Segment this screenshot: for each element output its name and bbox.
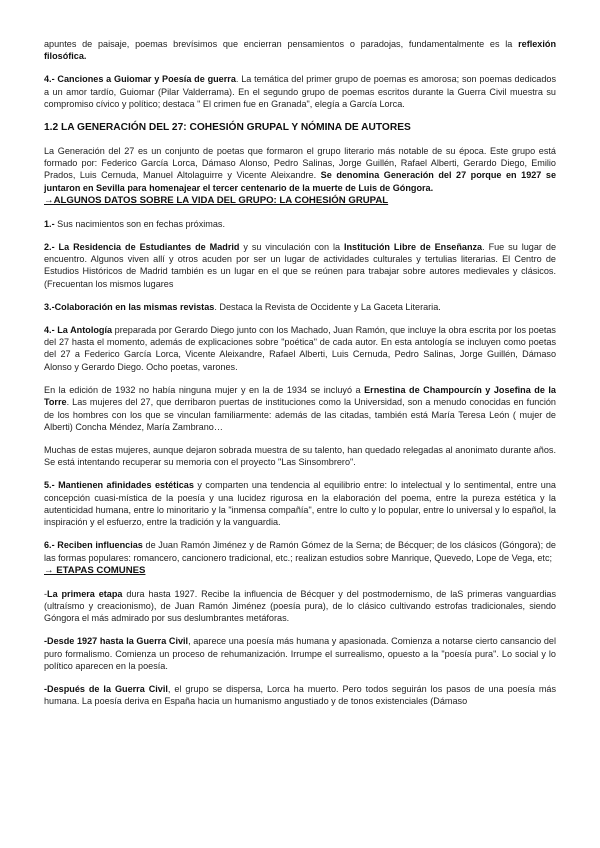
text: apuntes de paisaje, poemas brevísimos que encierran pensamientos o paradojas, fundamentalmente es la — [44, 39, 519, 49]
text: Sus nacimientos son en fechas próximas. — [54, 218, 225, 229]
text: , aparece una poesía más humana y apasionada. Comienza a notarse cierto cansancio del puro formalismo. Comienza un proceso de rehumanización. Irrumpe el surrealismo, opuesto a la "poesía pura". Lo social y lo político aparecen en la poesía. — [44, 636, 556, 672]
text: , el grupo se dispersa, Lorca ha muerto. Pero todos seguirán los pasos de una poesía más humana. La poesía deriva en España hacia un humanismo angustiado y de tonos existenciales (Dámaso — [44, 684, 557, 707]
heading-generacion-27: 1.2 LA GENERACIÓN DEL 27: COHESIÓN GRUPAL Y NÓMINA DE AUTORES — [44, 122, 411, 134]
paragraph-dato-6 — [44, 539, 556, 564]
paragraph-etapa-1 — [44, 588, 556, 625]
text: . Destaca la Revista de Occidente y La Gaceta Literaria. — [214, 301, 441, 312]
paragraph-dato-3 — [44, 301, 556, 313]
bold-text: -Después de la Guerra Civil — [44, 684, 168, 695]
bold-text: 6.- Reciben influencias — [44, 540, 143, 551]
paragraph-etapa-3 — [44, 683, 556, 708]
paragraph-dato-4-sinsombrero — [44, 444, 556, 469]
bold-text: reflexión filosófica. — [44, 39, 556, 62]
paragraph-canciones-guiomar — [44, 73, 556, 110]
bold-text: 4.- Canciones a Guiomar y Poesía de guerra — [44, 74, 236, 85]
paragraph-generacion-intro — [44, 145, 556, 195]
text: . Fue su lugar de encuentro. Algunos viven allí y otros acuden por ser un lugar de actividades culturales y tertulias literarias. El Centro de Estudios Históricos de Madrid también es un lugar en el que se reúnen para trabajar sobre autores medievales y clásicos. (Frecuentan los mismos lugares — [44, 241, 556, 289]
paragraph-dato-1 — [44, 218, 556, 230]
bold-text: 5.- Mantienen afinidades estéticas — [44, 480, 194, 491]
paragraph-dato-4-mujeres — [44, 384, 556, 434]
text: de Juan Ramón Jiménez y de Ramón Gómez de la Serna; de Bécquer; de los clásicos (Góngora); de las formas populares: romancero, cancionero tradicional, etc.; realizan estudios sobre Manrique, Quevedo, Lope de Vega, etc; — [44, 540, 556, 563]
bold-text: Se denomina Generación del 27 porque en 1927 se juntaron en Sevilla para homenajear el tercer centenario de la muerte de Luis de Góngora. — [44, 170, 557, 193]
text: y comparten una tendencia al equilibrio entre: lo intelectual y lo sentimental, entre una concepción cuasi-mística de la poesía y una lucidez rigurosa en la elaboración del poema, entre la pureza estética y la autenticidad humana, entre lo minoritario y la "inmensa compañía", entre lo culto y lo popular, entre lo universal y lo español, la inspiración y el esfuerzo, entre la tradición y la vanguardia. — [44, 480, 556, 528]
document-page — [44, 38, 556, 708]
paragraph-dato-5 — [44, 479, 556, 529]
text: y su vinculación con la — [239, 241, 344, 252]
bold-text: -Desde 1927 hasta la Guerra Civil — [44, 636, 189, 647]
text: preparada por Gerardo Diego junto con los Machado, Juan Ramón, que incluye la obra escrita por los poetas del 27 hasta el momento, además de explicaciones sobre "poética" de cada autor. En esta antología se incluyen como poetas del 27 a Federico García Lorca, Vicente Aleixandre, Rafael Alberti, Luis Cernuda, Pedro Salinas, Jorge Guillén, Dámaso Alonso y Gerardo Diego. Ocho poetas, varones. — [44, 324, 556, 372]
text: . La temática del primer grupo de poemas es amorosa; son poemas dedicados a un amor tardío, Guiomar (Pilar Valderrama). En el segundo grupo de poemas escritos durante la Guerra Civil muestra su compromiso cívico y político; destaca " El crimen fue en Granada", elegía a García Lorca. — [44, 74, 556, 110]
bold-text: 2.- La Residencia de Estudiantes de Madrid — [44, 241, 240, 252]
paragraph-dato-2 — [44, 241, 556, 291]
text: . Las mujeres del 27, que derribaron puertas de instituciones como la Universidad, son a menudo conocidas en función de los hombres con los que se vinculan familiarmente: además de las citadas, también está María Teresa León ( mujer de Alberti) Concha Méndez, María Zambrano… — [44, 397, 556, 432]
paragraph-dato-4 — [44, 324, 556, 374]
section-heading-datos-grupo: →ALGUNOS DATOS SOBRE LA VIDA DEL GRUPO: LA COHESIÓN GRUPAL — [44, 195, 389, 207]
bold-text: Ernestina de Champourcín y Josefina de la Torre — [44, 384, 556, 408]
text: - — [44, 588, 48, 599]
bold-text: 3.-Colaboración en las mismas revistas — [44, 301, 215, 312]
text: La Generación del 27 es un conjunto de poetas que formaron el grupo literario más notable de su época. Este grupo está formado por: Federico García Lorca, Dámaso Alonso, Pedro Salinas, Jorge Guillén, Rafael Alberti, Gerardo Diego, Emilio Prados, Luis Cernuda, Manuel Altolaguirre y Vicente Aleixandre. — [44, 145, 556, 181]
paragraph-etapa-2 — [44, 635, 556, 672]
bold-text: 1.- — [44, 218, 55, 229]
bold-text: La primera etapa — [47, 588, 123, 599]
bold-text: 4.- La Antología — [44, 324, 113, 335]
paragraph-proverbios-cont — [44, 38, 556, 63]
text: En la edición de 1932 no había ninguna mujer y en la de 1934 se incluyó a — [44, 384, 365, 395]
text: dura hasta 1927. Recibe la influencia de Bécquer y del postmodernismo, de laS primeras vanguardias (ultraísmo y creacionismo), de Juan Ramón Jiménez (poesía pura), de lo clásico cultivando estrofas tradicionales, siendo Góngora el más admirado por sus deslumbrantes metáforas. — [44, 588, 557, 624]
text: Muchas de estas mujeres, aunque dejaron sobrada muestra de su talento, han quedado relegadas al anonimato durante años. Se está intentando recuperar su memoria con el proyecto "Las Sinsombrero". — [44, 444, 556, 468]
section-heading-etapas: → ETAPAS COMUNES — [44, 565, 146, 577]
bold-text: Institución Libre de Enseñanza — [343, 241, 483, 252]
